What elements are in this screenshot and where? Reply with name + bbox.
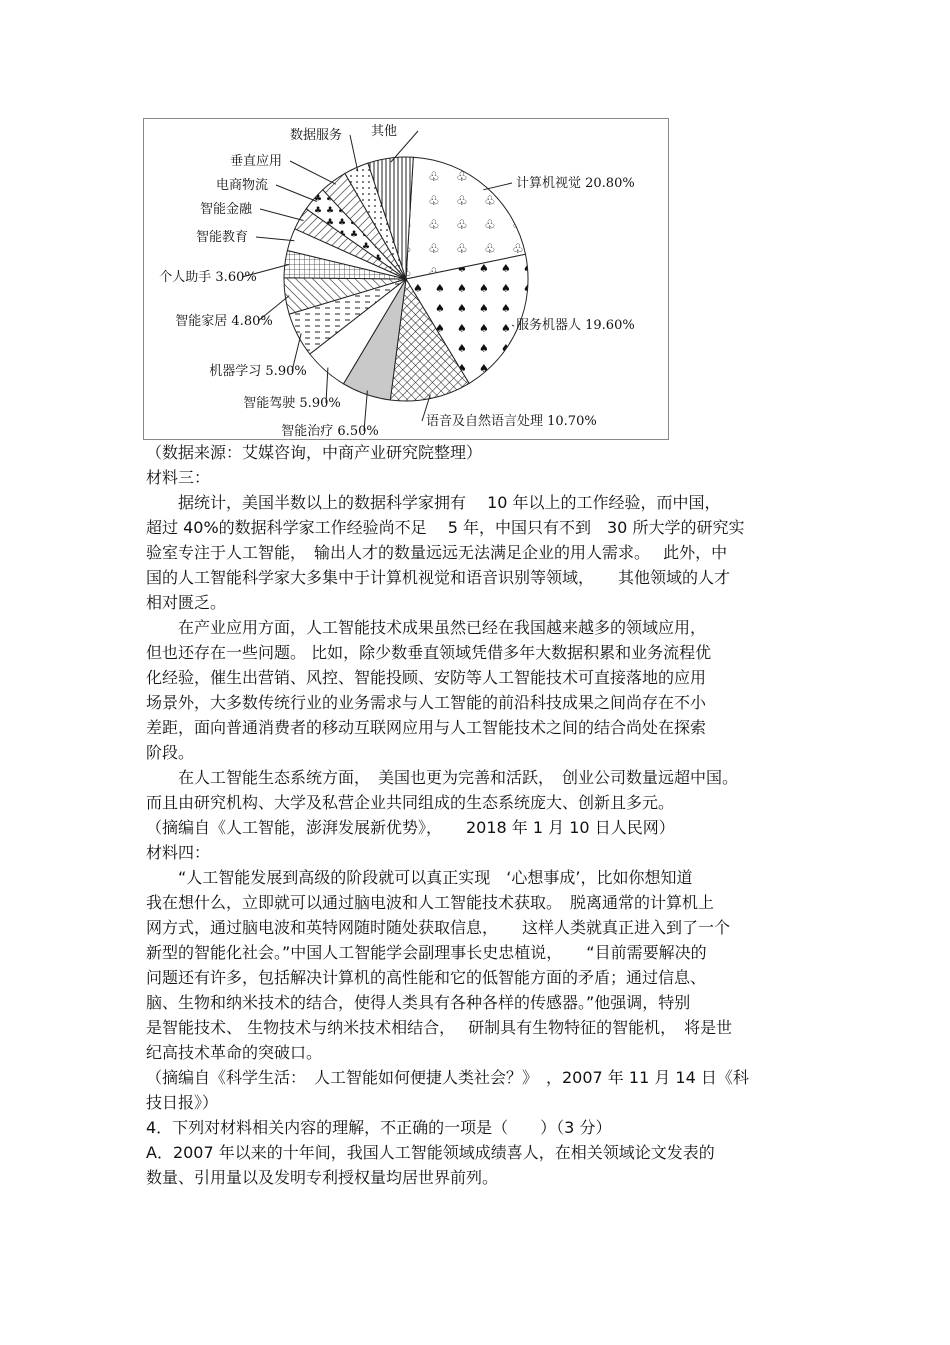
text-line: 是智能技术、 生物技术与纳米技术相结合， 研制具有生物特征的智能机， 将是世 — [146, 1018, 733, 1037]
text-line: 但也还存在一些问题。 比如，除少数垂直领域凭借多年大数据积累和业务流程优 — [146, 643, 712, 662]
text-line: 我在想什么，立即就可以通过脑电波和人工智能技术获取。 脱离通常的计算机上 — [146, 893, 715, 912]
text-line: 相对匮乏。 — [146, 593, 227, 612]
material-4-title: 材料四： — [146, 843, 211, 862]
pie-chart-svg — [144, 119, 670, 441]
pie-leader-line — [483, 183, 512, 190]
pie-leader-line — [276, 185, 317, 202]
material-3-paragraph-3 — [146, 765, 806, 815]
text-line: 在人工智能生态系统方面， 美国也更为完善和活跃， 创业公司数量远超中国。 — [178, 768, 739, 787]
pie-leader-line — [290, 161, 336, 184]
text-line: 化经验，催生出营销、风控、智能投顾、安防等人工智能技术可直接落地的应用 — [146, 668, 707, 687]
text-line: 脑、生物和纳米技术的结合，使得人类具有各种各样的传感器。”他强调，特别 — [146, 993, 691, 1012]
pie-leader-line — [350, 135, 358, 171]
chart-source-note: （数据来源：艾媒咨询，中商产业研究院整理） — [146, 443, 483, 462]
text-line: 技日报》） — [146, 1093, 219, 1112]
document-body — [146, 440, 806, 1190]
text-line: 问题还有许多，包括解决计算机的高性能和它的低智能方面的矛盾；通过信息、 — [146, 968, 707, 987]
pie-label: 智能家居 4.80% — [175, 314, 273, 329]
text-line: “人工智能发展到高级的阶段就可以真正实现 ‘心想事成’，比如你想知道 — [178, 868, 693, 887]
pie-leader-line — [256, 237, 294, 241]
text-line: （摘编自《科学生活： 人工智能如何便捷人类社会？》 ，2007 年 11 月 14 日《科 — [146, 1068, 749, 1087]
option-a — [146, 1140, 806, 1190]
pie-label: 智能驾驶 5.90% — [243, 396, 341, 411]
material-3-paragraph-1 — [146, 490, 806, 615]
text-line: 在产业应用方面，人工智能技术成果虽然已经在我国越来越多的领域应用， — [178, 618, 707, 637]
pie-label: 计算机视觉 20.80% — [516, 176, 635, 191]
material-3-title: 材料三： — [146, 468, 211, 487]
pie-label: 智能教育 — [195, 230, 249, 245]
material-4-paragraph-1 — [146, 865, 806, 1065]
pie-label: 智能金融 — [199, 202, 253, 217]
material-3-source: （摘编自《人工智能，澎湃发展新优势》， 2018 年 1 月 10 日人民网） — [146, 818, 675, 837]
pie-label: 语音及自然语言处理 10.70% — [426, 414, 597, 429]
text-line: 场景外，大多数传统行业的业务需求与人工智能的前沿科技成果之间尚存在不小 — [146, 693, 707, 712]
material-3-paragraph-2 — [146, 615, 806, 765]
pie-label: 数据服务 — [289, 128, 343, 143]
pie-label: 电商物流 — [215, 178, 269, 193]
pie-leader-line — [260, 209, 304, 221]
text-line: 差距，面向普通消费者的移动互联网应用与人工智能技术之间的结合尚处在探索 — [146, 718, 707, 737]
text-line: 纪高技术革命的突破口。 — [146, 1043, 323, 1062]
text-line: 国的人工智能科学家大多集中于计算机视觉和语音识别等领域， 其他领域的人才 — [146, 568, 731, 587]
pie-label: 个人助手 3.60% — [159, 270, 257, 285]
text-line: A．2007 年以来的十年间，我国人工智能领域成绩喜人，在相关领域论文发表的 — [146, 1143, 715, 1162]
text-line: 网方式，通过脑电波和英特网随时随处获取信息， 这样人类就真正进入到了一个 — [146, 918, 731, 937]
text-line: 而且由研究机构、大学及私营企业共同组成的生态系统庞大、创新且多元。 — [146, 793, 675, 812]
pie-label: 服务机器人 19.60% — [516, 318, 635, 333]
pie-label: 机器学习 5.90% — [209, 364, 307, 379]
text-line: 阶段。 — [146, 743, 195, 762]
text-line: 验室专注于人工智能， 输出人才的数量远远无法满足企业的用人需求。 此外，中 — [146, 543, 728, 562]
pie-label: 其他 — [370, 124, 398, 139]
pie-label: 垂直应用 — [229, 154, 283, 169]
pie-chart — [143, 118, 669, 440]
material-4-source — [146, 1065, 806, 1115]
text-line: 超过 40%的数据科学家工作经验尚不足 5 年，中国只有不到 30 所大学的研究实 — [146, 518, 745, 537]
text-line: 数量、引用量以及发明专利授权量均居世界前列。 — [146, 1168, 499, 1187]
text-line: 新型的智能化社会。”中国人工智能学会副理事长史忠植说， “目前需要解决的 — [146, 943, 707, 962]
pie-label: 智能治疗 6.50% — [281, 424, 379, 439]
question-4: 4．下列对材料相关内容的理解，不正确的一项是（ ）（3 分） — [146, 1118, 612, 1137]
text-line: 据统计，美国半数以上的数据科学家拥有 10 年以上的工作经验，而中国， — [178, 493, 721, 512]
